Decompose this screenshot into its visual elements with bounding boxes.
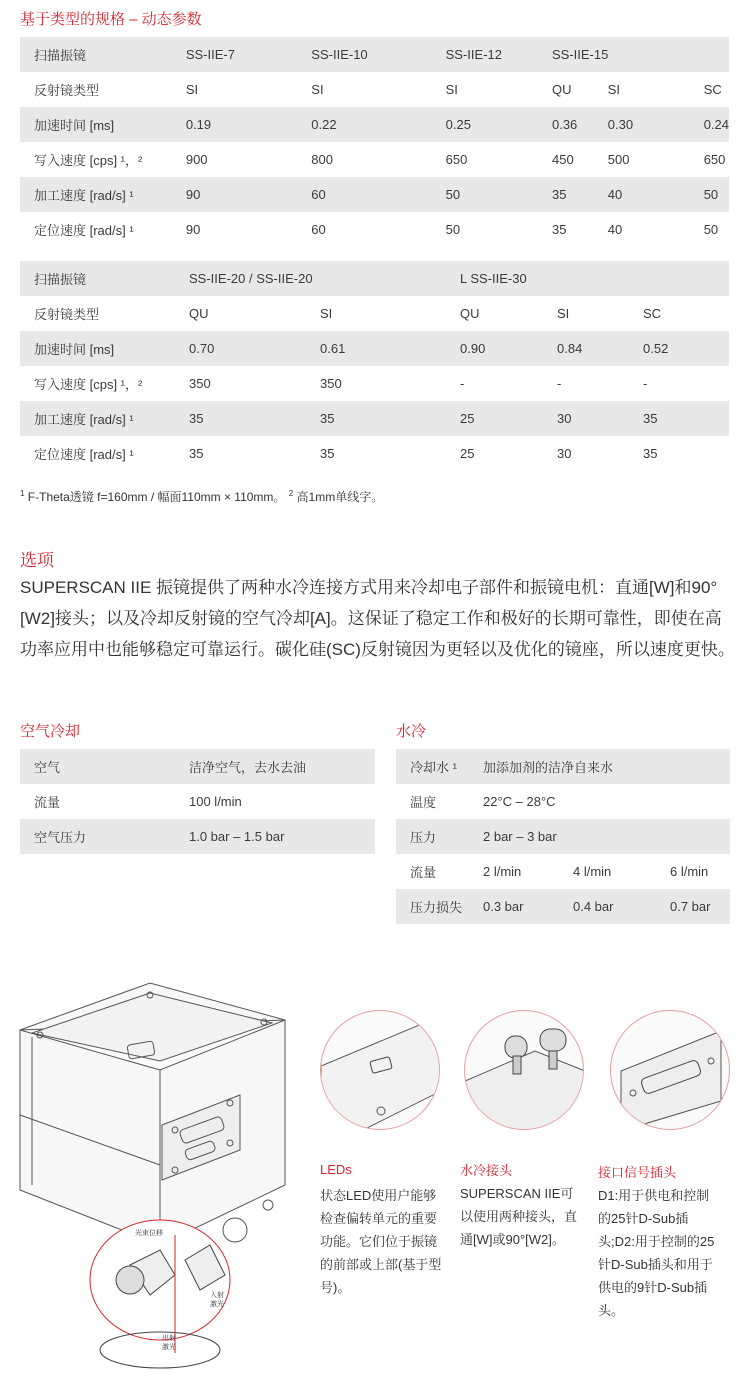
table-cell: 1.0 bar – 1.5 bar (189, 819, 375, 854)
table-cell: 0.7 bar (670, 889, 730, 924)
table-cell: 0.25 (446, 107, 552, 142)
table-cell: 90 (186, 177, 311, 212)
table-cell: 35 (189, 446, 204, 461)
table-cell: SC (703, 82, 722, 97)
table-cell: 0.4 bar (573, 889, 670, 924)
table-cell: SI (185, 82, 199, 97)
water-cooling-title: 水冷 (396, 723, 427, 740)
table-row (20, 749, 375, 784)
row-label: 流量 (410, 865, 437, 880)
table-cell: SC (643, 306, 662, 321)
table-cell: 0.70 (189, 331, 320, 366)
table-cell: 60 (311, 222, 326, 237)
row-label: 扫描振镜 (20, 261, 189, 296)
row-label: 加速时间 [ms] (20, 107, 186, 142)
water-connector-detail-image (464, 1010, 584, 1130)
table-cell: 350 (320, 376, 342, 391)
table-row (20, 819, 375, 854)
table-cell: 350 (189, 376, 211, 391)
table-row (20, 401, 729, 436)
table-row (20, 212, 729, 247)
table-row (396, 819, 730, 854)
table-cell: 35 (551, 222, 567, 237)
table-cell: 加添加剂的洁净自来水 (483, 749, 730, 784)
table-cell: 650 (703, 152, 726, 167)
table-cell: 35 (643, 401, 729, 436)
table-cell: 30 (557, 446, 572, 461)
table-cell: - (460, 376, 465, 391)
table-cell: 50 (445, 222, 461, 237)
table-cell: SS-IIE-7 (186, 37, 311, 72)
row-label: 定位速度 [rad/s] ¹ (34, 223, 134, 238)
table-cell: 40 (608, 177, 704, 212)
row-label: 流量 (34, 795, 61, 810)
table-row (20, 296, 729, 331)
table-row (20, 107, 729, 142)
air-cooling-table (20, 749, 375, 854)
incident-laser-label: 入射激光 (210, 1291, 224, 1308)
table-cell: QU (551, 82, 572, 97)
table-cell: 450 (551, 152, 574, 167)
table-cell: 100 l/min (189, 794, 242, 809)
water-cooling-table (396, 749, 730, 924)
table-cell: 35 (643, 446, 658, 461)
table-cell: 0.24 (704, 107, 729, 142)
row-label: 写入速度 [cps] ¹，² (34, 153, 143, 168)
row-label: 反射镜类型 (34, 83, 100, 98)
table-cell: 90 (185, 222, 201, 237)
beam-shift-label: 光束位移 (135, 1229, 163, 1237)
row-label: 冷却水 ¹ (396, 749, 483, 784)
table-cell: 650 (445, 152, 468, 167)
options-paragraph: SUPERSCAN IIE 振镜提供了两种水冷连接方式用来冷却电子部件和振镜电机：直通[W]和90°[W2]接头；以及冷却反射镜的空气冷却[A]。这保证了稳定工作和极好的长期可靠性，即使在高功率应用中也能够稳定可靠运行。碳化硅(SC)反射镜因为更轻以及优化的镜座，所以速度更快。 (20, 578, 735, 659)
footnote (20, 488, 383, 505)
row-label: 压力 (396, 819, 483, 854)
air-cooling-title: 空气冷却 (20, 723, 81, 740)
table-row (396, 889, 730, 924)
table-cell: 900 (185, 152, 208, 167)
table-cell: SI (607, 82, 621, 97)
table-cell: SS-IIE-15 (552, 37, 729, 72)
table-cell: 0.52 (643, 331, 729, 366)
feature-signal-connector-text: D1:用于供电和控制的25针D-Sub插头;D2:用于控制的25针D-Sub插头和用于供电的9针D-Sub插头。 (598, 1188, 715, 1318)
feature-water-connector-title: 水冷接头 (460, 1163, 513, 1178)
table-cell: 500 (607, 152, 630, 167)
table-cell: QU (460, 306, 480, 321)
table-cell: 6 l/min (670, 864, 709, 879)
table-cell: 40 (607, 222, 623, 237)
row-label: 空气压力 (20, 819, 189, 854)
table-cell: 0.19 (186, 107, 311, 142)
table-cell: 35 (189, 401, 320, 436)
footnote-marker-1: 1 (20, 489, 25, 498)
table-cell: 50 (703, 222, 719, 237)
table-row (20, 177, 729, 212)
table-cell: 0.22 (311, 107, 445, 142)
table-cell: 4 l/min (573, 864, 612, 879)
table-row (20, 261, 729, 296)
table-cell: SI (311, 82, 324, 97)
row-label: 温度 (410, 795, 437, 810)
table-row (20, 436, 729, 471)
signal-connector-detail-image (610, 1010, 730, 1130)
table-cell: 35 (552, 177, 608, 212)
row-label: 压力损失 (396, 889, 483, 924)
table-cell: 0.3 bar (483, 889, 573, 924)
table-cell: 25 (460, 401, 557, 436)
row-label: 加工速度 [rad/s] ¹ (20, 177, 186, 212)
table-row (396, 749, 730, 784)
scanner-device-illustration (10, 975, 310, 1375)
row-label: 加工速度 [rad/s] ¹ (20, 401, 189, 436)
table-cell: 0.84 (557, 331, 643, 366)
exit-laser-label: 出射激光 (162, 1334, 176, 1351)
led-detail-image (320, 1010, 440, 1130)
table-cell: 2 bar – 3 bar (483, 819, 730, 854)
table-cell: SI (445, 82, 458, 97)
table-cell: 25 (460, 446, 475, 461)
table-cell: 800 (311, 152, 333, 167)
table-cell: SI (557, 306, 570, 321)
options-title: 选项 (20, 551, 54, 570)
table-cell: SI (320, 306, 333, 321)
feature-leds-title: LEDs (320, 1162, 352, 1177)
table-cell: 0.61 (320, 331, 460, 366)
table-cell: 2 l/min (483, 864, 522, 879)
table-cell: 60 (311, 177, 445, 212)
dynamic-params-table-2 (20, 261, 729, 471)
table-row (20, 37, 729, 72)
table-cell: - (643, 376, 648, 391)
table-cell: SS-IIE-20 / SS-IIE-20 (189, 261, 460, 296)
table-row (20, 366, 729, 401)
table-cell: QU (189, 306, 209, 321)
table-cell: 50 (704, 177, 729, 212)
table-row (396, 784, 730, 819)
table-row (20, 331, 729, 366)
table-cell: 35 (320, 446, 335, 461)
table-cell: 0.90 (460, 331, 557, 366)
footnote-marker-2: 2 (288, 489, 294, 498)
table-cell: 50 (446, 177, 552, 212)
row-label: 空气 (20, 749, 189, 784)
table-cell: SS-IIE-12 (446, 37, 552, 72)
table-cell: SS-IIE-10 (311, 37, 445, 72)
table-cell: 0.30 (608, 107, 704, 142)
footnote-text-2: 高1mm单线字。 (293, 490, 384, 504)
table-row (20, 784, 375, 819)
table-cell: 洁净空气，去水去油 (189, 749, 375, 784)
row-label: 加速时间 [ms] (20, 331, 189, 366)
dynamic-params-table-1 (20, 37, 729, 247)
section-title-dynamic-params: 基于类型的规格 – 动态参数 (20, 11, 202, 28)
table-cell: 22°C – 28°C (483, 794, 556, 809)
table-row (20, 72, 729, 107)
row-label: 写入速度 [cps] ¹，² (34, 377, 143, 392)
table-cell: 35 (320, 401, 460, 436)
feature-water-connector-text: SUPERSCAN IIE可以使用两种接头，直通[W]或90°[W2]。 (460, 1186, 578, 1247)
table-cell: L SS-IIE-30 (460, 261, 729, 296)
row-label: 扫描振镜 (20, 37, 186, 72)
table-row (20, 142, 729, 177)
row-label: 反射镜类型 (34, 307, 100, 322)
table-cell: - (557, 376, 562, 391)
feature-signal-connector-title: 接口信号插头 (598, 1165, 677, 1180)
feature-leds-text: 状态LED使用户能够检查偏转单元的重要功能。它们位于振镜的前部或上部(基于型号)。 (320, 1188, 442, 1295)
row-label: 定位速度 [rad/s] ¹ (34, 447, 134, 462)
table-cell: 30 (557, 401, 643, 436)
table-cell: 0.36 (552, 107, 608, 142)
footnote-text-1: F-Theta透镜 f=160mm / 幅面110mm × 110mm。 (24, 490, 289, 504)
table-row (396, 854, 730, 889)
